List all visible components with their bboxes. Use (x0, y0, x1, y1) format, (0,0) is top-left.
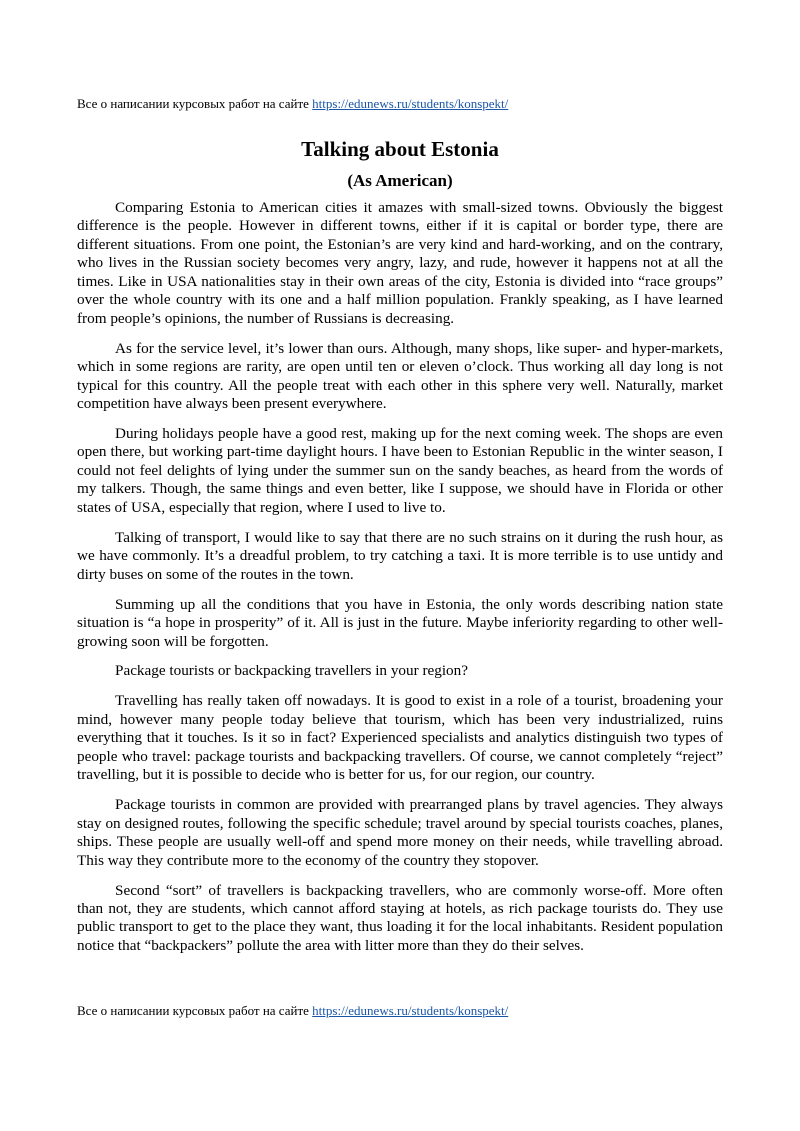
document-body (77, 199, 723, 967)
header-text: Все о написании курсовых работ на сайте (77, 96, 313, 111)
paragraph-7: Travelling has really taken off nowadays. It is good to exist in a role of a tourist, broadening your mind, however many people today believe that tourism, which has been very industrialized, ruins everything that it touches. Is it so in fact? Experienced specialists and analytics distinguish two types of people who travel: package tourists and backpacking travellers. Of course, we cannot completely “reject” travelling, but it is possible to decide who is better for us, for our region, our country. (77, 692, 723, 784)
paragraph-6: Package tourists or backpacking travellers in your region? (115, 662, 468, 680)
page-header (77, 96, 508, 112)
document-subtitle: (As American) (347, 171, 453, 190)
paragraph-2: As for the service level, it’s lower than ours. Although, many shops, like super- and hyper-markets, which in some regions are rarity, are open until ten or eleven o’clock. Thus working all day long is not typical for this country. All the people treat with each other in this sphere very well. Naturally, market competition have always been present everywhere. (77, 339, 723, 413)
paragraph-1: Comparing Estonia to American cities it amazes with small-sized towns. Obviously the biggest difference is the people. However in different towns, either if it is capital or border type, there are different situations. From one point, the Estonian’s are very kind and hard-working, and on the contrary, who lives in the Russian society becomes very angry, lazy, and rude, however it happens not at all the times. Like in USA nationalities stay in their own areas of the city, Estonia is divided into “race groups” over the whole country with its one and a half million population. Frankly speaking, as I have learned from people’s opinions, the number of Russians is decreasing. (77, 199, 723, 327)
paragraph-8: Package tourists in common are provided with prearranged plans by travel agencies. They always stay on designed routes, following the specific schedule; travel around by special tourists coaches, planes, ships. These people are usually well-off and spend more money on their needs, while travelling abroad. This way they contribute more to the economy of the country they stopover. (77, 796, 723, 869)
footer-link[interactable]: https://edunews.ru/students/konspekt/ (312, 1003, 509, 1018)
footer-text: Все о написании курсовых работ на сайте (77, 1003, 313, 1018)
header-link[interactable]: https://edunews.ru/students/konspekt/ (312, 96, 509, 111)
page-footer (77, 1003, 508, 1019)
paragraph-5: Summing up all the conditions that you have in Estonia, the only words describing nation state situation is “a hope in prosperity” of it. All is just in the future. Maybe inferiority regarding to other well-growing soon will be forgotten. (77, 595, 723, 650)
paragraph-9: Second “sort” of travellers is backpacking travellers, who are commonly worse-off. More often than not, they are students, which cannot afford staying at hotels, as rich package tourists do. They use public transport to get to the place they want, thus loading it for the local inhabitants. Resident population notice that “backpackers” pollute the area with litter more than they do their selves. (77, 881, 723, 954)
paragraph-3: During holidays people have a good rest, making up for the next coming week. The shops are even open there, but working part-time daylight hours. I have been to Estonian Republic in the winter season, I could not feel delights of lying under the summer sun on the sandy beaches, as heard from the words of my talkers. Though, the same things and even better, like I suppose, we should have in Florida or other states of USA, especially that region, where I used to live to. (77, 424, 723, 516)
document-title: Talking about Estonia (301, 137, 499, 161)
paragraph-4: Talking of transport, I would like to say that there are no such strains on it during the rush hour, as we have commonly. It’s a dreadful problem, to try catching a taxi. It is more terrible is to use untidy and dirty buses on some of the routes in the town. (77, 528, 723, 583)
